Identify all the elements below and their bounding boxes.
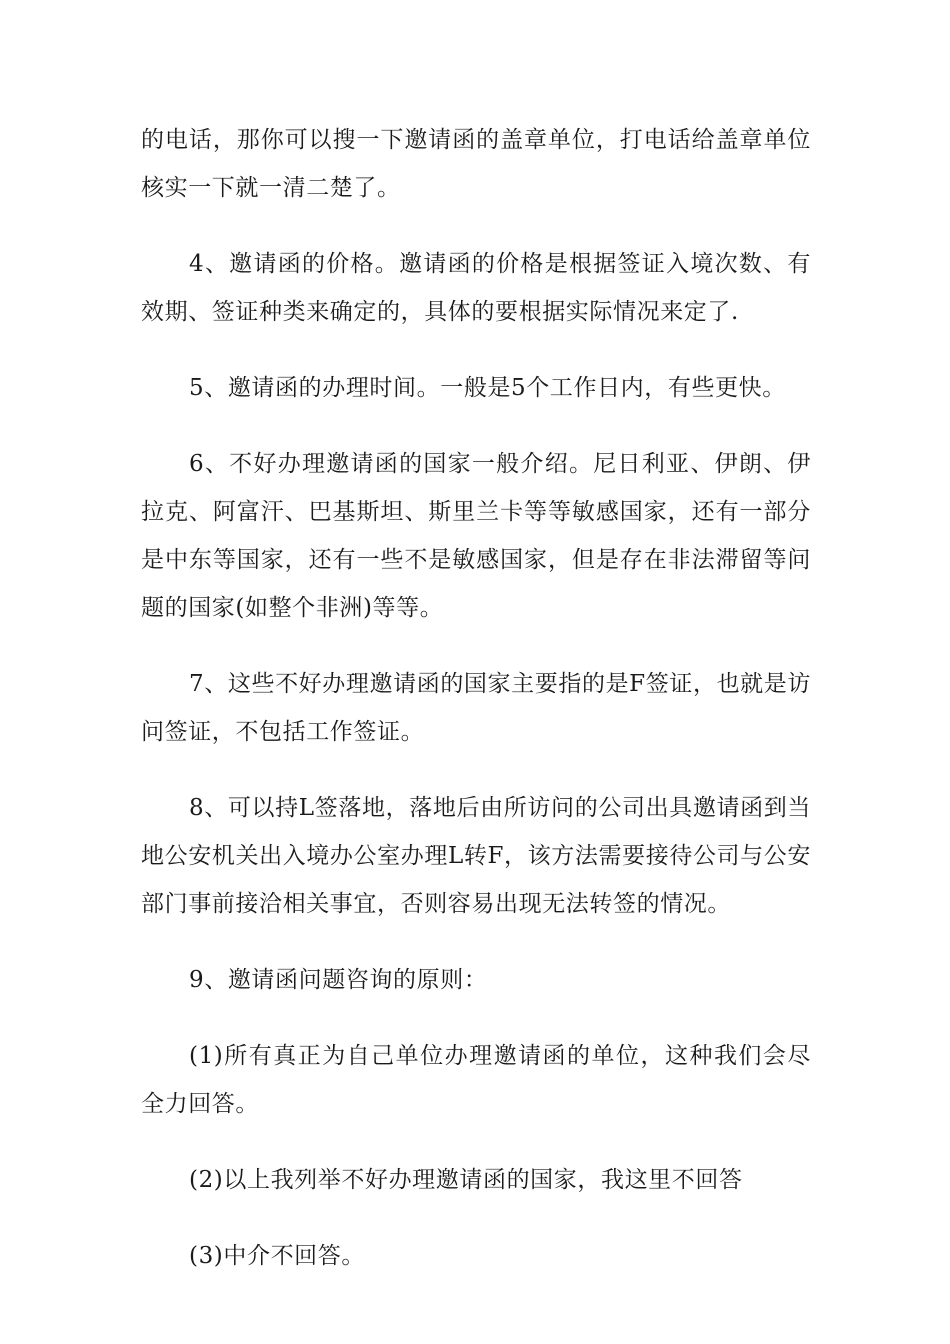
paragraph-item-6: 6、不好办理邀请函的国家一般介绍。尼日利亚、伊朗、伊拉克、阿富汗、巴基斯坦、斯里兰卡等等敏感国家，还有一部分是中东等国家，还有一些不是敏感国家，但是存在非法滞留等问题的国家(如整个非洲)等等。 bbox=[141, 451, 811, 621]
paragraph-item-5: 5、邀请函的办理时间。一般是5个工作日内，有些更快。 bbox=[189, 375, 786, 401]
paragraph-item-9: 9、邀请函问题咨询的原则： bbox=[189, 967, 488, 993]
paragraph-sub-2: (2)以上我列举不好办理邀请函的国家，我这里不回答 bbox=[189, 1167, 743, 1193]
paragraph-continued: 的电话，那你可以搜一下邀请函的盖章单位，打电话给盖章单位核实一下就一清二楚了。 bbox=[141, 127, 811, 201]
paragraph-sub-3: (3)中介不回答。 bbox=[189, 1243, 365, 1269]
paragraph-item-4: 4、邀请函的价格。邀请函的价格是根据签证入境次数、有效期、签证种类来确定的，具体的要根据实际情况来定了. bbox=[141, 251, 811, 325]
paragraph-sub-1: (1)所有真正为自己单位办理邀请函的单位，这种我们会尽全力回答。 bbox=[141, 1043, 811, 1117]
document-body bbox=[141, 116, 811, 1308]
paragraph-item-7: 7、这些不好办理邀请函的国家主要指的是F签证，也就是访问签证，不包括工作签证。 bbox=[141, 671, 811, 745]
paragraph-item-8: 8、可以持L签落地，落地后由所访问的公司出具邀请函到当地公安机关出入境办公室办理L转F，该方法需要接待公司与公安部门事前接洽相关事宜，否则容易出现无法转签的情况。 bbox=[141, 795, 811, 917]
